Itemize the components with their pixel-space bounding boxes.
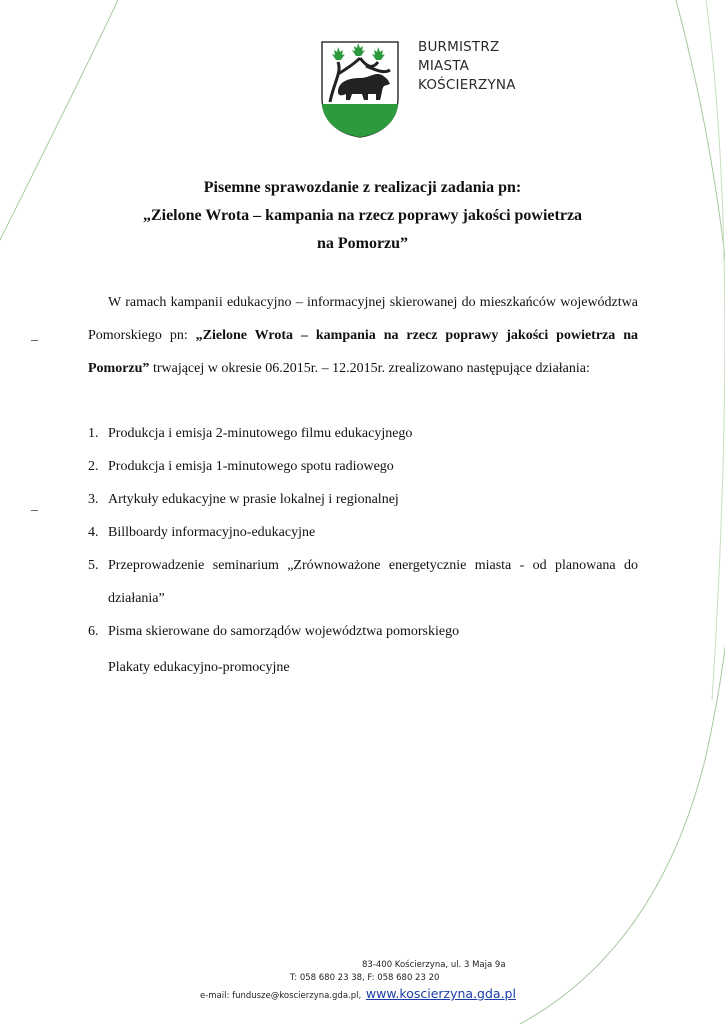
item-number: 6. [88, 624, 99, 639]
item-text: Billboardy informacyjno-edukacyjne [108, 525, 316, 540]
list-item [88, 549, 638, 615]
item-text: Produkcja i emisja 1-minutowego spotu radiowego [108, 459, 394, 474]
item-number: 1. [88, 426, 99, 441]
item-number: 5. [88, 558, 99, 573]
list-item [88, 450, 638, 483]
coat-of-arms-icon [320, 40, 400, 138]
campaign-name: „Zielone Wrota – kampania na rzecz poprawy jakości powietrza na Pomorzu” [88, 328, 638, 376]
intro-paragraph [88, 286, 638, 385]
title-line-2: „Zielone Wrota – kampania na rzecz poprawy jakości powietrza [142, 207, 583, 224]
footer-email: e-mail: fundusze@koscierzyna.gda.pl, [200, 991, 362, 1001]
item-text: Artykuły edukacyjne w prasie lokalnej i regionalnej [108, 492, 399, 507]
item-number: 4. [88, 525, 99, 540]
intro-text-start: W ramach kampanii edukacyjno – informacyjnej skierowanej do mieszkańców województwa Pomorskiego pn: [88, 295, 638, 343]
intro-text-end: trwającej w okresie 06.2015r. – 12.2015r. zrealizowano następujące działania: [149, 361, 590, 376]
item-text: Pisma skierowane do samorządów województwa pomorskiego [108, 624, 460, 639]
title-line-3: na Pomorzu” [316, 235, 409, 252]
footer-address: 83-400 Kościerzyna, ul. 3 Maja 9a [362, 960, 506, 970]
office-line: MIASTA [418, 58, 470, 74]
actions-list [88, 417, 638, 648]
footer-contact [200, 986, 516, 1001]
item-number: 2. [88, 459, 99, 474]
list-item [88, 417, 638, 450]
footer-phone: T: 058 680 23 38, F: 058 680 23 20 [290, 973, 440, 983]
title-line-1: Pisemne sprawozdanie z realizacji zadania pn: [203, 179, 522, 196]
item-text: Produkcja i emisja 2-minutowego filmu edukacyjnego [108, 426, 413, 441]
margin-mark [31, 510, 38, 511]
item-number: 3. [88, 492, 99, 507]
list-item [88, 483, 638, 516]
list-item [88, 615, 638, 648]
document-title [60, 174, 665, 258]
website-link[interactable]: www.koscierzyna.gda.pl [365, 986, 516, 1001]
office-line: BURMISTRZ [418, 39, 500, 55]
office-line: KOŚCIERZYNA [418, 77, 516, 93]
item-text: Przeprowadzenie seminarium „Zrównoważone energetycznie miasta - od planowana do działania” [108, 558, 638, 606]
list-item [88, 516, 638, 549]
margin-mark [31, 340, 38, 341]
extra-item: Plakaty edukacyjno-promocyjne [108, 660, 290, 675]
office-name [418, 38, 516, 95]
